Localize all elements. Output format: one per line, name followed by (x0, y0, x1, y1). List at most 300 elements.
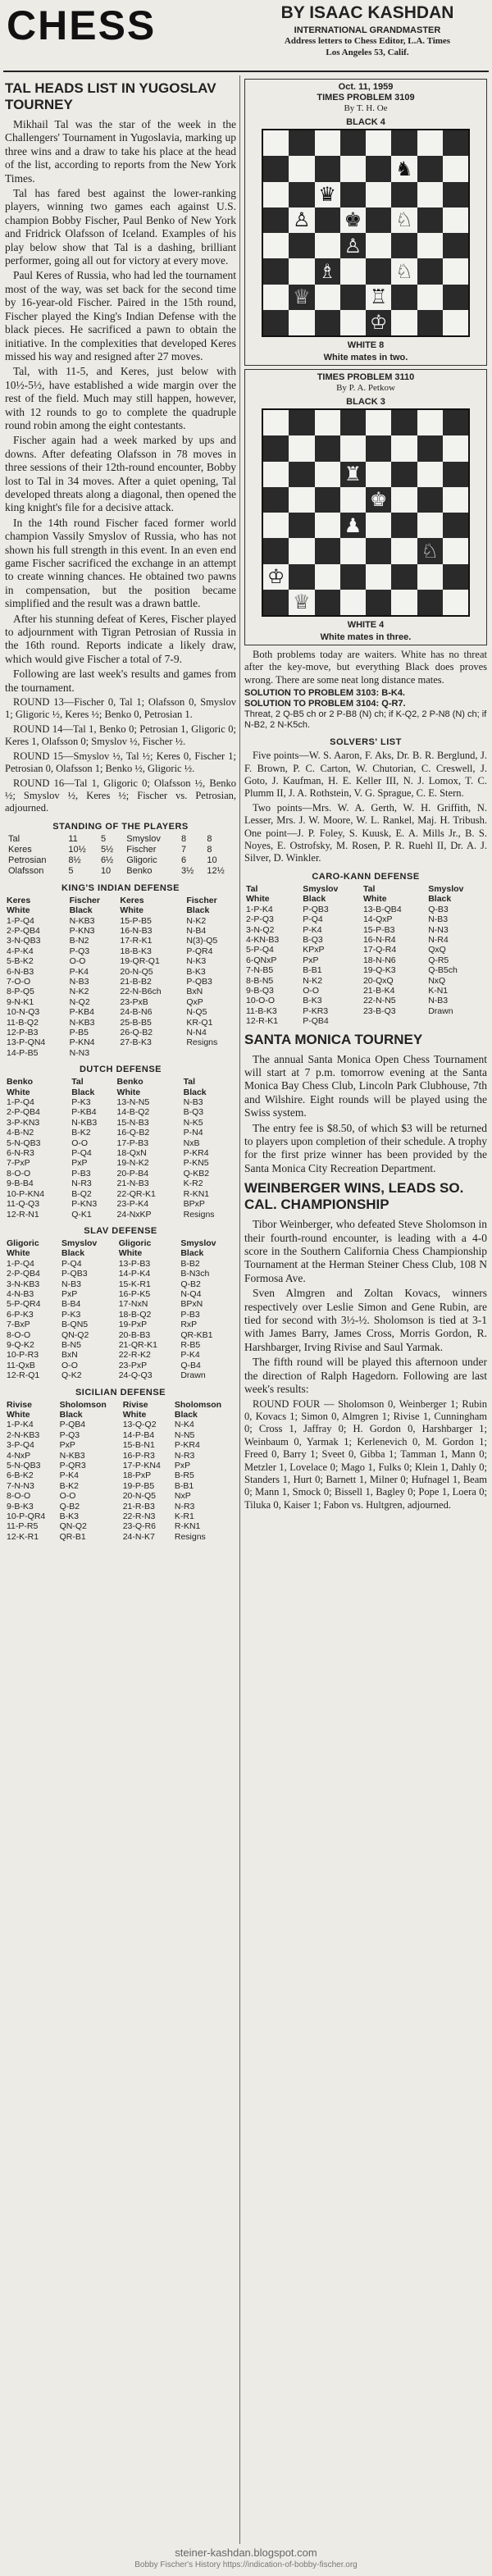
side-row (5, 1248, 236, 1258)
move-row (5, 1340, 236, 1350)
board-square (391, 564, 417, 590)
move-cell: PxP (71, 1158, 88, 1169)
move-cell: 19-P-B5 (122, 1480, 155, 1491)
move-cell: O-O (61, 1360, 78, 1370)
move-cell (184, 1048, 236, 1058)
board-square: ♔ (263, 564, 289, 590)
move-cell: 11-B-Q2 (7, 1017, 39, 1028)
move-cell: 9-B-B4 (7, 1179, 34, 1189)
move-row (244, 945, 487, 955)
masthead (0, 0, 492, 75)
move-cell: Q-K1 (71, 1209, 92, 1220)
move-cell: P-Q4 (71, 1148, 92, 1159)
player-name: Tal (183, 1077, 196, 1087)
side-label: White (120, 905, 144, 916)
move-row (5, 956, 236, 966)
move-cell: 11-P-R5 (7, 1521, 39, 1532)
player-name: Smyslov (61, 1238, 98, 1248)
opening-heading: KING'S INDIAN DEFENSE (61, 882, 180, 893)
board-square: ♘ (391, 258, 417, 284)
side-label: Black (303, 894, 326, 905)
move-cell: P-K4 (180, 1350, 200, 1361)
player-name: Tal (246, 883, 258, 894)
board-square (340, 435, 366, 461)
address-line: Los Angeles 53, Calif. (326, 48, 409, 57)
board-square (366, 435, 391, 461)
round-result: ROUND 13—Fischer 0, Tal 1; Olafsson 0, Smyslov 1; Gligoric ½, Keres ½; Benko 0, Petrosian 1. (5, 696, 236, 721)
board-square (443, 310, 468, 335)
move-cell: 6-P-K3 (7, 1309, 34, 1320)
move-cell: B-B1 (174, 1480, 194, 1491)
problem-date: Oct. 11, 1959 (338, 82, 394, 92)
move-cell: O-O (303, 985, 320, 996)
move-cell: P-B3 (71, 1168, 91, 1179)
tal-paragraph: Fischer again had a week marked by ups and downs. After defeating Olafsson in 78 moves in three sessions of their 12th-round encounter, Bobby lost to Tal in 34 moves. After a quiet opening, Tal developed threats along a diagonal, then opened the king knight's file for a decisive attack. (5, 434, 236, 514)
move-cell: P-KB4 (71, 1107, 97, 1118)
move-cell: PxP (61, 1288, 78, 1299)
player-row (5, 1400, 236, 1410)
move-cell: 4-B-N2 (7, 1128, 34, 1138)
standing-row (5, 834, 236, 845)
board-square: ♚ (366, 487, 391, 513)
move-cell: 15-K-R1 (118, 1279, 151, 1289)
board-square (417, 487, 443, 513)
move-cell: NxQ (428, 975, 446, 986)
board-square (263, 590, 289, 615)
tal-paragraph: Tal has fared best against the lower-ranking players, winning two games each against U.S. champion Bobby Fischer, Paul Benko of New York and Fridrick Olafsson of Iceland. Examples of his play below show that Tal is a dashing, brilliant performer, going all out for victory at every move. (5, 187, 236, 267)
standing-cell: 5½ (100, 844, 114, 855)
board-square (443, 462, 468, 487)
move-cell: 10-N-Q3 (7, 1007, 40, 1018)
side-row (5, 1410, 236, 1420)
move-cell: N-KB3 (59, 1450, 85, 1461)
move-cell: NxB (183, 1138, 200, 1148)
move-cell: 23-Q-R6 (122, 1521, 156, 1532)
board-square (289, 156, 314, 181)
standing-cell: Gligoric (126, 855, 157, 865)
move-cell: 6-QNxP (246, 955, 277, 965)
board-square (263, 182, 289, 207)
board-square (443, 156, 468, 181)
board-square (263, 207, 289, 233)
move-cell: 8-P-Q5 (7, 987, 34, 997)
move-cell: 22-N-N5 (362, 996, 396, 1006)
board-square (263, 130, 289, 156)
move-cell: 17-R-K1 (120, 936, 153, 946)
move-cell: O-O (71, 1138, 89, 1148)
black-label: BLACK 3 (346, 397, 385, 407)
move-row (5, 1018, 236, 1028)
move-row (244, 965, 487, 975)
board-square (391, 538, 417, 563)
move-cell: N-KB3 (69, 1017, 95, 1028)
board-square (289, 258, 314, 284)
move-cell: 4-KN-B3 (246, 934, 280, 945)
board-square (366, 513, 391, 538)
move-cell: QR-KB1 (180, 1329, 213, 1340)
move-cell: N-K5 (183, 1117, 203, 1128)
move-cell: P-Q4 (303, 914, 323, 925)
move-cell: 9-N-K1 (7, 996, 34, 1007)
move-cell: P-Q3 (59, 1429, 80, 1440)
board-square (443, 410, 468, 435)
move-row (5, 967, 236, 977)
move-cell: Resigns (174, 1531, 206, 1542)
move-cell: 10-P-R3 (7, 1350, 39, 1361)
move-row (5, 1097, 236, 1107)
board-square (366, 590, 391, 615)
move-row (244, 905, 487, 914)
board-square (366, 156, 391, 181)
move-cell: 3-P-Q4 (7, 1440, 34, 1451)
move-cell: 12-R-N1 (7, 1209, 39, 1220)
standing-cell: Tal (8, 833, 20, 844)
board-square (263, 258, 289, 284)
board-square (340, 182, 366, 207)
move-cell: PxP (303, 955, 319, 965)
moves-table (5, 1238, 236, 1381)
move-cell: 1-P-Q4 (7, 1258, 34, 1269)
move-cell: 15-P-B5 (120, 915, 152, 926)
board-square (315, 564, 340, 590)
move-cell: QN-Q2 (59, 1521, 87, 1532)
move-row (5, 1440, 236, 1450)
move-row (5, 1289, 236, 1299)
move-cell: B-K2 (59, 1480, 79, 1491)
move-cell: KPxP (303, 945, 325, 955)
standing-cell: 11 (68, 833, 78, 844)
move-cell: P-Q4 (61, 1258, 82, 1269)
move-cell: N-R3 (174, 1450, 195, 1461)
board-square (315, 285, 340, 310)
board-square (315, 410, 340, 435)
move-cell: PxP (59, 1440, 75, 1451)
board-square (417, 130, 443, 156)
move-row (5, 1189, 236, 1199)
move-cell: P-KN3 (69, 925, 95, 936)
move-cell: 11-QxB (7, 1360, 35, 1370)
move-cell: 14-QxP (362, 914, 393, 925)
move-row (5, 1320, 236, 1329)
move-cell: Q-B5ch (428, 965, 458, 976)
standing-cell: 6½ (100, 855, 114, 865)
move-cell: N-Q2 (69, 996, 90, 1007)
move-row (5, 1470, 236, 1480)
board-square (391, 487, 417, 513)
move-cell: N-N3 (428, 924, 449, 935)
byline-block (246, 3, 489, 58)
move-row (5, 1481, 236, 1491)
move-cell: N-N4 (186, 1028, 207, 1037)
move-cell: 7-BxP (7, 1320, 30, 1330)
board-square (263, 538, 289, 563)
player-name: Smyslov (180, 1238, 216, 1248)
white-label: WHITE 8 (347, 340, 385, 350)
side-label: White (7, 905, 30, 916)
tal-paragraph: Following are last week's results and games from the tournament. (5, 668, 236, 694)
player-name: Keres (7, 895, 31, 905)
board-square (289, 462, 314, 487)
board-square (263, 487, 289, 513)
move-cell: 7-N-N3 (7, 1480, 34, 1491)
move-cell: R-B5 (180, 1339, 201, 1350)
board-square: ♔ (366, 310, 391, 335)
board-square: ♕ (289, 590, 314, 615)
move-row (5, 926, 236, 936)
side-label: Black (180, 1248, 204, 1259)
move-row (5, 997, 236, 1007)
move-row (244, 1016, 487, 1026)
move-cell: 5-N-QB3 (7, 1461, 41, 1471)
board-square (340, 410, 366, 435)
board-square (263, 285, 289, 310)
board-square (366, 233, 391, 258)
move-row (5, 1521, 236, 1531)
opening-heading: SICILIAN DEFENSE (75, 1387, 166, 1397)
board-square: ♖ (366, 285, 391, 310)
board-square (366, 410, 391, 435)
side-label: Black (174, 1410, 198, 1420)
board-square (315, 233, 340, 258)
move-cell: P-KB4 (69, 1007, 94, 1018)
move-cell: B-R5 (174, 1470, 194, 1481)
move-cell: B-Q2 (71, 1188, 92, 1199)
mates-line: White mates in three. (320, 632, 412, 642)
side-label: Black (59, 1410, 83, 1420)
move-cell: 10-P-QR4 (7, 1511, 46, 1522)
move-cell: 21-N-B3 (116, 1179, 149, 1189)
move-cell: 9-B-Q3 (246, 985, 274, 996)
move-cell: P-K4 (69, 966, 89, 977)
move-cell: N-B3 (183, 1097, 203, 1108)
move-cell: 18-B-Q2 (118, 1309, 152, 1320)
standing-cell: 3½ (181, 865, 194, 876)
standing-cell: 8 (181, 833, 187, 844)
board-square (315, 435, 340, 461)
move-cell: 1-P-K4 (246, 904, 273, 914)
move-cell: 24-N-K7 (122, 1531, 155, 1542)
credit-line: Bobby Fischer's History https://indication-of-bobby-fischer.org (134, 2560, 358, 2569)
move-cell: Q-B3 (428, 904, 449, 914)
side-row (5, 1087, 236, 1097)
move-cell: P-KR3 (303, 1005, 329, 1016)
move-cell: 16-P-K5 (118, 1288, 151, 1299)
board-square (417, 182, 443, 207)
move-cell: 2-P-Q3 (246, 914, 274, 925)
move-cell: P-K3 (71, 1097, 91, 1108)
move-cell: B-N2 (69, 936, 89, 946)
site-link[interactable]: steiner-kashdan.blogspot.com (175, 2546, 317, 2559)
tal-paragraph: After his stunning defeat of Keres, Fischer played to adjournment with Tigran Petrosian of Russia in the 16th round. Reports indicate a likely draw, which would give Fischer a total of 7-9. (5, 612, 236, 665)
problem-box (244, 369, 487, 645)
moves-table (5, 1400, 236, 1543)
board-square: ♚ (340, 207, 366, 233)
board-square (391, 435, 417, 461)
move-cell: P-B5 (69, 1028, 89, 1037)
board-square (263, 233, 289, 258)
board-square (391, 462, 417, 487)
move-cell: 20-QxQ (362, 975, 394, 986)
right-column (244, 75, 487, 2544)
move-cell: BxN (186, 987, 203, 997)
standing-cell: Petrosian (8, 855, 47, 865)
player-name: Gligoric (7, 1238, 39, 1248)
opening-heading: SLAV DEFENSE (84, 1225, 157, 1236)
board-square: ♞ (391, 156, 417, 181)
move-cell: 22-N-B6ch (120, 987, 162, 997)
move-cell: 9-Q-K2 (7, 1339, 34, 1350)
board-square (443, 564, 468, 590)
move-cell: 18-N-N6 (362, 955, 396, 965)
move-cell: 24-Q-Q3 (118, 1370, 153, 1381)
move-cell: 2-P-QB4 (7, 1269, 40, 1279)
board-square: ♕ (289, 285, 314, 310)
board-square (443, 590, 468, 615)
move-cell: O-O (69, 956, 86, 967)
move-cell: P-K4 (303, 924, 322, 935)
move-cell: 18-QxN (116, 1148, 147, 1159)
solution-line: SOLUTION TO PROBLEM 3103: B-K4. (244, 688, 405, 699)
move-cell: 10-P-KN4 (7, 1188, 45, 1199)
player-row (5, 1238, 236, 1248)
move-cell: 21-R-B3 (122, 1501, 155, 1511)
board-square (366, 182, 391, 207)
move-cell: 25-B-B5 (120, 1017, 152, 1028)
side-label: Black (183, 1087, 207, 1097)
move-row (5, 1269, 236, 1279)
move-cell: 14-P-B4 (122, 1429, 155, 1440)
board-square (315, 462, 340, 487)
board-square (417, 410, 443, 435)
standing-row (5, 866, 236, 877)
move-cell: Resigns (183, 1209, 215, 1220)
move-cell: 5-P-QR4 (7, 1299, 41, 1310)
move-cell: Drawn (428, 1005, 453, 1016)
board-square (289, 538, 314, 563)
move-row (5, 1310, 236, 1320)
board-square (315, 310, 340, 335)
standing-cell: Keres (8, 844, 32, 855)
address-line: Address letters to Chess Editor, L.A. Times (284, 36, 451, 46)
side-label: Black (71, 1087, 95, 1097)
caro-game (244, 872, 487, 1027)
move-cell: 12-K-R1 (7, 1531, 39, 1542)
board-square (417, 310, 443, 335)
move-cell: 12-R-Q1 (7, 1370, 40, 1381)
move-row (5, 1430, 236, 1440)
move-cell: N-N3 (69, 1047, 90, 1058)
board-square (289, 182, 314, 207)
grandmaster-title: INTERNATIONAL GRANDMASTER (294, 25, 441, 35)
move-cell: 14-B-Q2 (116, 1107, 150, 1118)
move-cell: 12-R-K1 (246, 1016, 279, 1027)
board-square (443, 233, 468, 258)
move-row (5, 1420, 236, 1429)
move-cell: 2-P-QB4 (7, 925, 40, 936)
weinberger-headline: WEINBERGER WINS, LEADS SO. CAL. CHAMPIONSHIP (244, 1180, 464, 1213)
move-cell: 21-B-B2 (120, 976, 152, 987)
move-cell: R-KN1 (174, 1521, 201, 1532)
board-square (340, 258, 366, 284)
move-cell: N-B3 (428, 996, 449, 1006)
move-cell: B-K3 (186, 966, 206, 977)
move-cell: N-K4 (174, 1420, 194, 1430)
tal-paragraph: Paul Keres of Russia, who had led the tournament most of the way, was set back for the second time by 16-year-old Fischer. Paired in the 15th round, Fischer played the King's Indian Defense with the black pieces. He sacrificed a pawn to obtain the initiative. In the complexities that developed Keres missed his way and resigned after 27 moves. (5, 269, 236, 362)
move-row (244, 955, 487, 965)
move-row (5, 1461, 236, 1470)
santa-monica-paragraph: The annual Santa Monica Open Chess Tournament will start at 7 p.m. tomorrow evening at the Santa Monica Bay Chess Club, Lincoln Park Clubhouse, 7th and Wilshire. Eight rounds will be played using the Swiss system. (244, 1052, 487, 1119)
standing-row (5, 845, 236, 855)
move-cell: K-R2 (183, 1179, 203, 1189)
move-cell: BPxN (180, 1299, 203, 1310)
move-cell: 15-N-B3 (116, 1117, 149, 1128)
board-square (315, 513, 340, 538)
move-cell: 22-QR-K1 (116, 1188, 156, 1199)
move-cell: 22-R-K2 (118, 1350, 151, 1361)
board-square (263, 410, 289, 435)
move-row (5, 1028, 236, 1037)
move-cell: 21-B-K4 (362, 985, 395, 996)
chess-board (262, 129, 470, 337)
move-cell: P-KR4 (183, 1148, 209, 1159)
move-cell: QN-Q2 (61, 1329, 89, 1340)
move-cell: 1-P-Q4 (7, 915, 34, 926)
games-list (5, 883, 236, 1543)
board-square: ♙ (289, 207, 314, 233)
move-row (5, 1511, 236, 1521)
move-cell: 8-O-O (7, 1491, 31, 1502)
move-cell: N-B4 (186, 925, 207, 936)
problem-note: Both problems today are waiters. White has no threat after the key-move, but everything Black does proves wrong. There are some neat long distance mates. (244, 649, 487, 686)
move-cell: N-N5 (174, 1429, 195, 1440)
move-cell: K-R1 (174, 1511, 194, 1522)
standing-cell: 12½ (207, 865, 225, 876)
move-cell: 4-P-K4 (7, 946, 34, 956)
board-square (391, 410, 417, 435)
round-result: ROUND 16—Tal 1, Gligoric 0; Olafsson ½, Benko ½; Smyslov ½, Keres ½; Fischer vs. Petrosian, adjourned. (5, 777, 236, 814)
move-cell: RxP (180, 1320, 198, 1330)
move-cell: B-B4 (61, 1299, 81, 1310)
standing-cell: Benko (126, 865, 153, 876)
moves-table (5, 1077, 236, 1220)
move-row (5, 1350, 236, 1360)
white-label: WHITE 4 (347, 620, 385, 630)
move-cell: 23-P-K4 (116, 1199, 149, 1210)
board-square (340, 590, 366, 615)
solvers-paragraph: Five points—W. S. Aaron, F. Aks, Dr. B. R. Berglund, J. F. Brown, P. C. Carton, W. Chutorian, C. Creswell, J. Goto, J. Kaufman, H. E. Keller III, N. J. Lomox, T. C. Plumm II, J. A. Rothstein, V. G. Sprague, C. E. Stern. (244, 750, 487, 800)
side-label: Black (61, 1248, 85, 1259)
standing-cell: 5 (100, 833, 107, 844)
move-cell: 22-R-N3 (122, 1511, 156, 1522)
board-square (443, 258, 468, 284)
move-cell: P-KN4 (69, 1037, 95, 1048)
side-label: White (116, 1087, 141, 1097)
move-cell: 20-B-B3 (118, 1329, 151, 1340)
move-cell: 23-PxP (118, 1360, 148, 1370)
move-cell: N-B3 (69, 976, 89, 987)
standing-cell: 10½ (68, 844, 86, 855)
board-square (366, 538, 391, 563)
board-square (417, 285, 443, 310)
player-name: Keres (120, 895, 144, 905)
move-cell: 2-N-KB3 (7, 1429, 40, 1440)
board-square (263, 310, 289, 335)
move-row (244, 996, 487, 1005)
player-name: Tal (362, 883, 376, 894)
board-square (366, 564, 391, 590)
move-row (5, 1118, 236, 1128)
move-row (244, 914, 487, 924)
